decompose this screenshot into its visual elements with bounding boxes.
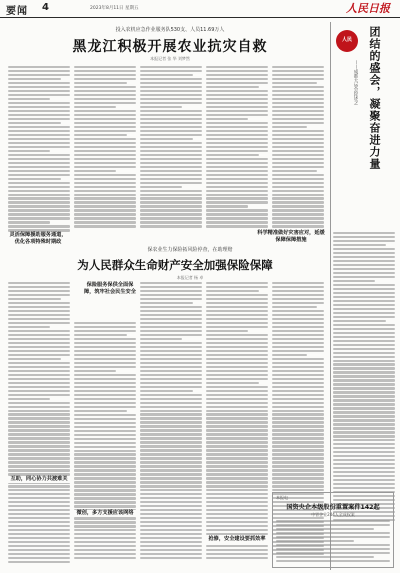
- bottom-subhead: 中冒企业244人全成权案: [311, 512, 355, 517]
- lead-column-2: [74, 66, 136, 229]
- second-column-2: [74, 322, 136, 561]
- second-column-3: [140, 282, 202, 561]
- second-kicker: 保农业生力保险拓风险停查，在助理赔: [147, 247, 233, 253]
- bottom-kicker: 本报电: [276, 495, 288, 500]
- lead-column-3: [140, 66, 202, 229]
- right-mid-heading: 科学精准做好灾害应对，延缓保障保障措施: [257, 230, 325, 243]
- second-column-4: [206, 282, 268, 561]
- right-column-text: [333, 232, 395, 523]
- column-badge-label: 人民: [341, 37, 352, 43]
- page-number: 4: [42, 2, 49, 13]
- masthead: [0, 0, 400, 18]
- dateline: 2023年8月11日 星期五: [90, 6, 139, 11]
- lead-kicker: 投入农机应急作业服务队530支、人员11.69万人: [115, 27, 225, 33]
- lead-column-5: [272, 66, 324, 229]
- inline-heading-1: 互助，同心协力共渡难关: [8, 476, 70, 483]
- bottom-headline: 国资央企本级股份重置案件142起: [286, 504, 380, 511]
- lead-subhead: 灵活保障援助服务通道，优化各项特殊时期政: [9, 232, 67, 245]
- lead-byline: 本报记者 张 华 刘梦然: [150, 56, 190, 61]
- right-headline: 团结的盛会，凝聚奋进力量: [368, 26, 381, 170]
- lead-headline: 黑龙江积极开展农业抗灾自救: [72, 39, 268, 55]
- newspaper-logo: 人民日报: [346, 2, 390, 15]
- column-rule: [330, 22, 331, 570]
- second-byline: 本报记者 杨 卓: [176, 275, 204, 280]
- second-column-1: [8, 282, 70, 565]
- inline-heading-2: 微创，多方支援应该网络: [74, 510, 136, 517]
- lead-column-1: [8, 66, 70, 233]
- second-subhead: 保险服务保供全面保障，筑牢社会民生安全: [84, 282, 136, 295]
- lead-column-4: [206, 66, 268, 229]
- inline-heading-3: 抢修，安全建设要抓效率: [206, 536, 268, 543]
- bottom-box-text: [276, 520, 390, 564]
- second-headline: 为人民群众生命财产安全加强保险保障: [77, 258, 273, 272]
- section-name: 要闻: [6, 6, 28, 17]
- right-subtitle: ——成都大运会综述之: [353, 60, 358, 105]
